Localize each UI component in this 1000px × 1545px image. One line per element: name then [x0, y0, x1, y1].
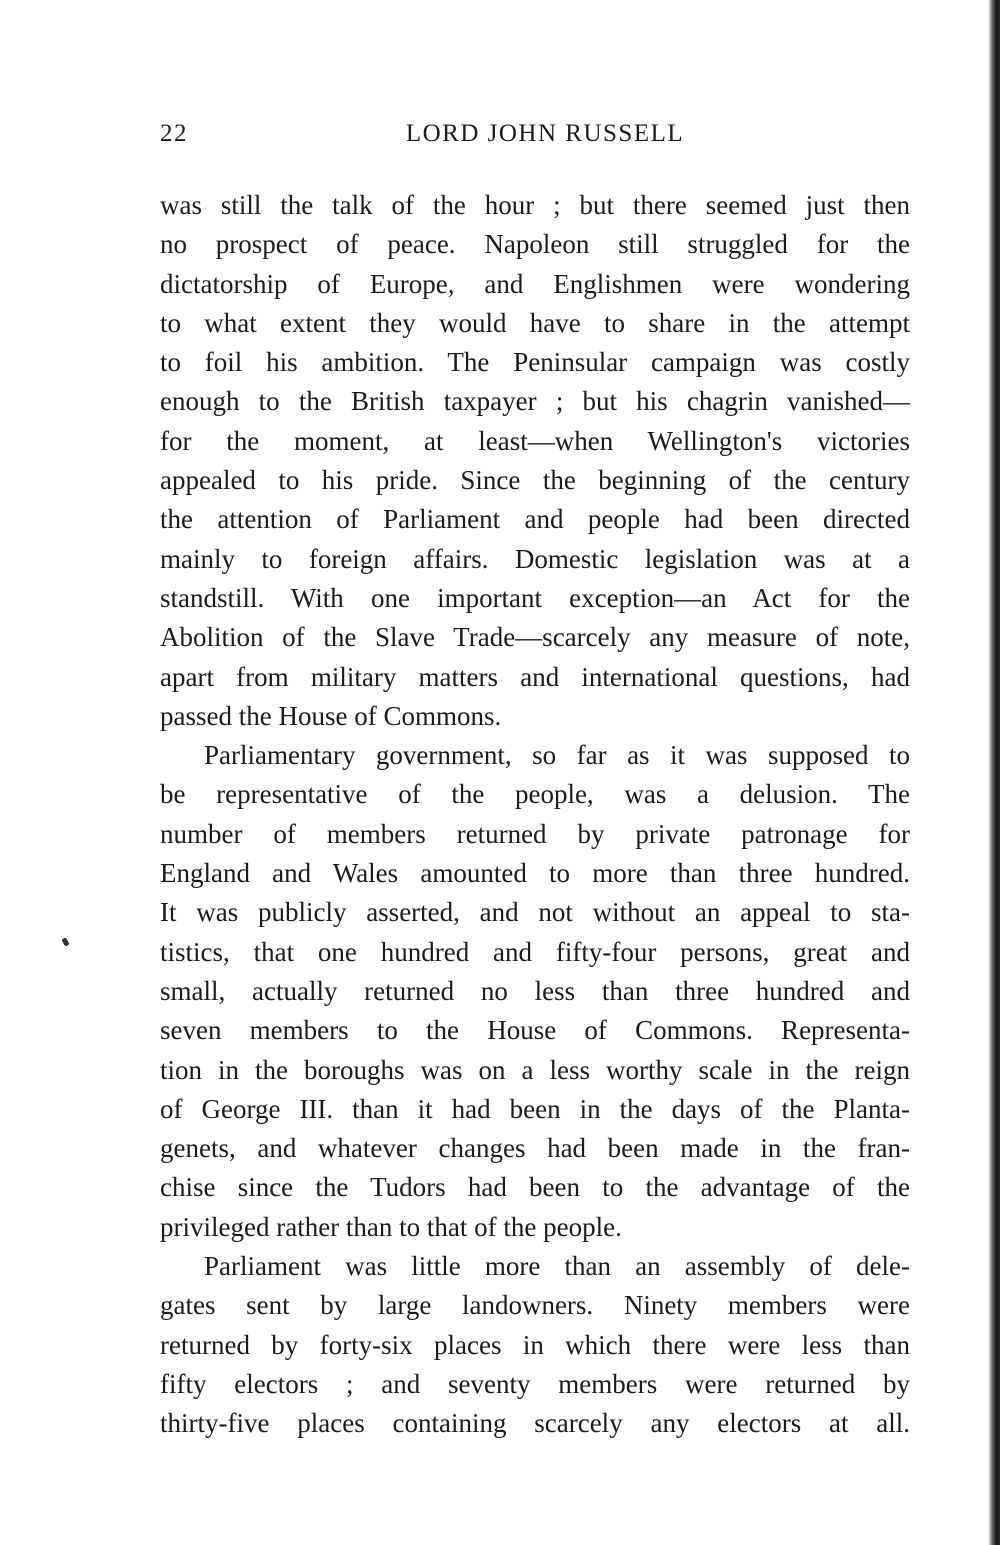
text-line: Parliamentary government, so far as it was supposed to: [204, 740, 910, 771]
text-line: privileged rather than to that of the people.: [160, 1211, 622, 1242]
text-line: dictatorship of Europe, and Englishmen were wondering: [160, 268, 910, 299]
text-line: fifty electors ; and seventy members were returned by: [160, 1368, 910, 1399]
text-line: to what extent they would have to share in the attempt: [160, 307, 910, 338]
text-line: was still the talk of the hour ; but there seemed just then: [160, 190, 910, 220]
running-title: LORD JOHN RUSSELL: [405, 120, 685, 147]
text-line: enough to the British taxpayer ; but his chagrin vanished—: [160, 386, 910, 417]
paragraph: [160, 1247, 910, 1443]
text-line: seven members to the House of Commons. Representa-: [160, 1015, 910, 1046]
binding-edge: [988, 0, 1000, 1545]
text-line: genets, and whatever changes had been made in the fran-: [160, 1133, 910, 1164]
page-number: 22: [160, 120, 188, 147]
text-line: It was publicly asserted, and not without an appeal to sta-: [160, 897, 910, 928]
page-header: [160, 120, 910, 156]
text-line: small, actually returned no less than three hundred and: [160, 975, 910, 1006]
text-line: gates sent by large landowners. Ninety members were: [160, 1290, 910, 1321]
text-line: Abolition of the Slave Trade—scarcely any measure of note,: [160, 622, 910, 653]
paragraph: [160, 186, 910, 736]
text-line: mainly to foreign affairs. Domestic legislation was at a: [160, 543, 910, 574]
text-line: be representative of the people, was a delusion. The: [160, 779, 910, 810]
body-text: [160, 186, 910, 1444]
text-line: no prospect of peace. Napoleon still struggled for the: [160, 229, 910, 260]
text-line: appealed to his pride. Since the beginning of the century: [160, 465, 910, 496]
text-line: of George III. than it had been in the days of the Planta-: [160, 1093, 910, 1124]
text-line: returned by forty-six places in which there were less than: [160, 1329, 910, 1360]
text-line: apart from military matters and international questions, had: [160, 661, 910, 692]
ink-speck: [61, 937, 69, 946]
text-line: to foil his ambition. The Peninsular campaign was costly: [160, 347, 910, 378]
text-line: Parliament was little more than an assembly of dele-: [204, 1251, 910, 1282]
text-line: for the moment, at least—when Wellington's victories: [160, 425, 910, 456]
text-line: thirty-five places containing scarcely any electors at all.: [160, 1408, 910, 1439]
text-line: chise since the Tudors had been to the advantage of the: [160, 1172, 910, 1203]
paragraph: [160, 736, 910, 1247]
text-line: tistics, that one hundred and fifty-four persons, great and: [160, 936, 910, 967]
text-line: England and Wales amounted to more than three hundred.: [160, 858, 910, 889]
text-line: tion in the boroughs was on a less worthy scale in the reign: [160, 1054, 910, 1085]
text-line: number of members returned by private patronage for: [160, 818, 910, 849]
text-line: passed the House of Commons.: [160, 700, 502, 731]
text-line: standstill. With one important exception—an Act for the: [160, 582, 910, 613]
text-line: the attention of Parliament and people had been directed: [160, 504, 910, 535]
